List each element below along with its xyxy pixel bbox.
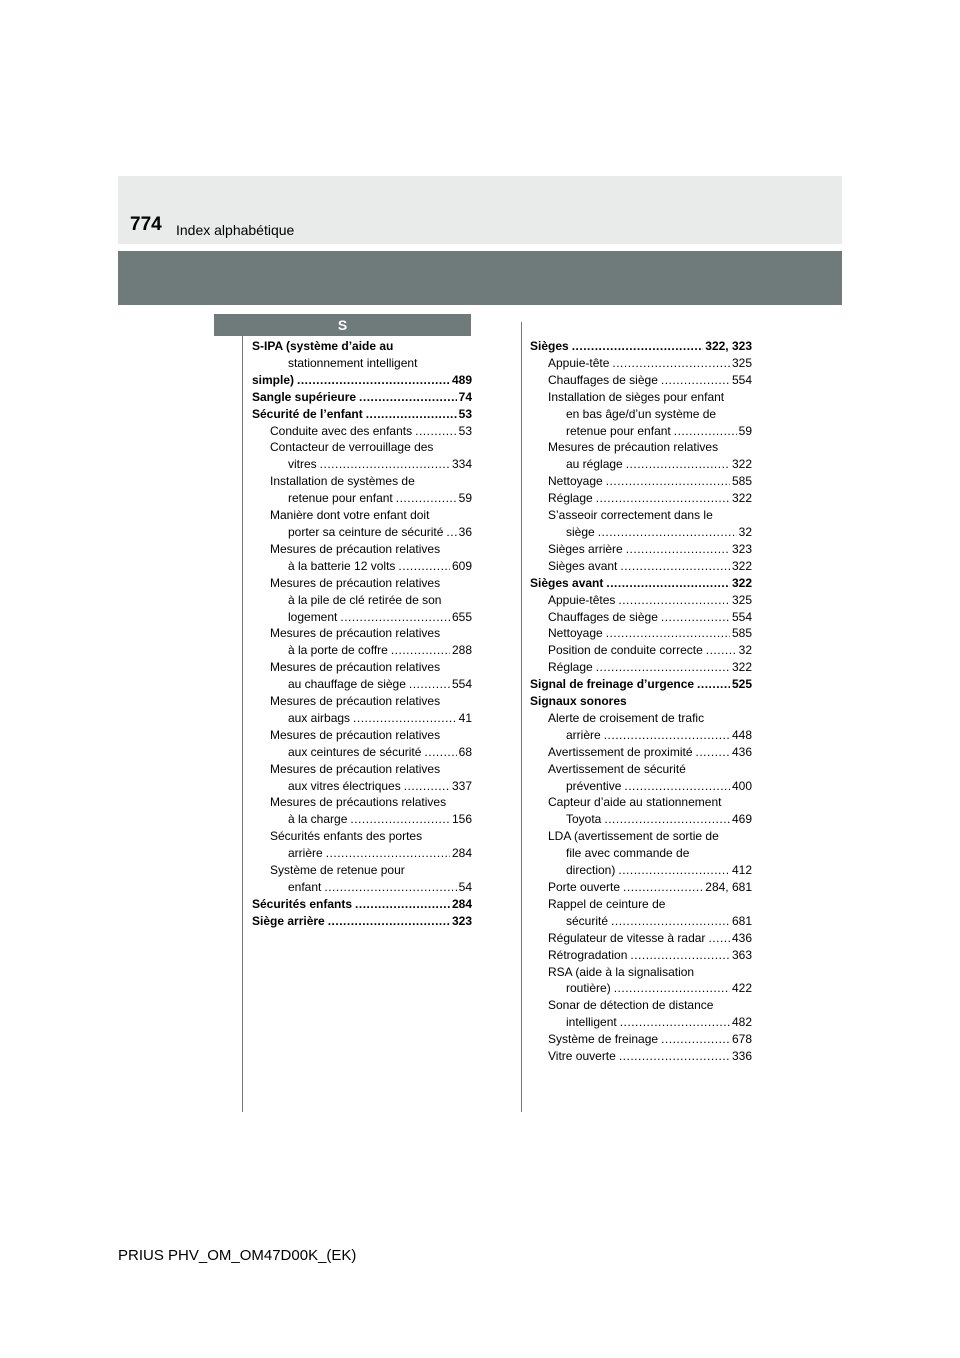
entry-page-number: 284 [451, 846, 472, 861]
entry-term: retenue pour enfant [566, 423, 671, 438]
dot-leader [626, 456, 730, 473]
dot-leader [604, 727, 730, 744]
entry-term: Installation de systèmes de [270, 474, 415, 489]
entry-term: Position de conduite correcte [548, 643, 703, 658]
entry-page-number: 337 [451, 778, 472, 793]
dot-leader [415, 423, 457, 440]
entry-term: Nettoyage [548, 474, 603, 489]
dot-leader [620, 558, 730, 575]
entry-term: Avertissement de sécurité [548, 761, 686, 776]
entry-term: Rappel de ceinture de [548, 896, 666, 911]
entry-page-number: 412 [731, 863, 752, 878]
entry-term: aux ceintures de sécurité [288, 744, 422, 759]
index-column-left [252, 338, 472, 930]
entry-term: vitres [288, 457, 317, 472]
dot-leader [618, 592, 730, 609]
entry-page-number: 53 [458, 406, 472, 421]
index-entry [252, 406, 472, 423]
entry-page-number: 554 [731, 609, 752, 624]
index-entry [252, 541, 472, 558]
dot-leader [297, 372, 450, 389]
entry-page-number: 585 [731, 626, 752, 641]
entry-page-number: 655 [451, 609, 472, 624]
entry-term: Mesures de précaution relatives [270, 626, 441, 641]
index-column-right [530, 338, 752, 1065]
index-entry [252, 896, 472, 913]
index-entry [530, 507, 752, 524]
entry-page-number: 336 [731, 1049, 752, 1064]
entry-term: S-IPA (système d’aide au [252, 339, 394, 353]
index-entry [530, 490, 752, 507]
index-entry [530, 930, 752, 947]
index-entry [530, 811, 752, 828]
dot-leader [396, 490, 457, 507]
entry-term: Sièges avant [530, 575, 604, 590]
document-code: PRIUS PHV_OM_OM47D00K_(EK) [118, 1247, 357, 1264]
entry-term: Sonar de détection de distance [548, 998, 714, 1013]
dot-leader [606, 473, 730, 490]
dot-leader [612, 355, 730, 372]
entry-page-number: 284 [451, 896, 472, 911]
dot-leader [630, 947, 730, 964]
dot-leader [606, 625, 730, 642]
entry-page-number: 322 [731, 660, 752, 675]
entry-term: Vitre ouverte [548, 1049, 616, 1064]
entry-page-number: 32 [738, 643, 752, 658]
entry-term: aux vitres électriques [288, 778, 401, 793]
entry-term: Contacteur de verrouillage des [270, 440, 434, 455]
entry-page-number: 585 [731, 474, 752, 489]
entry-term: Appuie-têtes [548, 592, 616, 607]
entry-page-number: 68 [458, 744, 472, 759]
index-entry [530, 609, 752, 626]
index-entry [530, 794, 752, 811]
entry-term: direction) [566, 863, 616, 878]
index-entry [530, 761, 752, 778]
index-entry [530, 423, 752, 440]
entry-term: Rétrogradation [548, 947, 628, 962]
entry-page-number: 448 [731, 727, 752, 742]
entry-page-number: 525 [731, 677, 752, 692]
section-title: Index alphabétique [176, 222, 295, 238]
index-entry [530, 845, 752, 862]
entry-page-number: 59 [738, 423, 752, 438]
entry-term: enfant [288, 880, 322, 894]
entry-term: au réglage [566, 457, 623, 472]
entry-term: Sangle supérieure [252, 389, 357, 404]
entry-term: siège [566, 524, 595, 539]
index-entry [252, 490, 472, 507]
entry-term: intelligent [566, 1015, 617, 1030]
index-entry [530, 693, 752, 710]
entry-term: file avec commande de [566, 846, 690, 861]
index-entry [252, 456, 472, 473]
index-entry [252, 575, 472, 592]
entry-term: S’asseoir correctement dans le [548, 508, 713, 523]
entry-page-number: 469 [731, 812, 752, 827]
index-entry [252, 625, 472, 642]
index-entry [530, 541, 752, 558]
entry-term: Sièges avant [548, 558, 618, 573]
entry-page-number: 32 [738, 524, 752, 539]
index-entry [252, 913, 472, 930]
entry-page-number: 325 [731, 355, 752, 370]
entry-page-number: 36 [458, 524, 472, 539]
entry-page-number: 322 [731, 558, 752, 573]
dot-leader [340, 609, 450, 626]
entry-term: aux airbags [288, 710, 351, 725]
index-entry [252, 879, 472, 896]
entry-term: LDA (avertissement de sortie de [548, 829, 719, 844]
entry-term: Porte ouverte [548, 880, 621, 894]
entry-page-number: 482 [731, 1015, 752, 1030]
index-entry [252, 710, 472, 727]
index-entry [252, 524, 472, 541]
index-entry [252, 811, 472, 828]
page-number: 774 [130, 214, 162, 235]
entry-page-number: 59 [458, 491, 472, 506]
entry-term: à la batterie 12 volts [288, 558, 396, 573]
index-entry [530, 355, 752, 372]
index-entry [530, 964, 752, 981]
index-entry [530, 642, 752, 659]
entry-page-number: 363 [731, 947, 752, 962]
entry-term: arrière [566, 727, 601, 742]
dot-leader [697, 676, 730, 693]
dot-leader [620, 1014, 730, 1031]
entry-term: à la charge [288, 812, 348, 827]
entry-page-number: 400 [731, 778, 752, 793]
dot-leader [391, 642, 450, 659]
index-entry [530, 1031, 752, 1048]
index-entry [530, 862, 752, 879]
index-entry [530, 778, 752, 795]
entry-term: routière) [566, 981, 611, 996]
index-entry [252, 676, 472, 693]
entry-term: Siège arrière [252, 913, 325, 928]
entry-term: Mesures de précaution relatives [270, 761, 441, 776]
index-entry [530, 456, 752, 473]
dot-leader [696, 744, 730, 761]
entry-page-number: 323 [731, 541, 752, 556]
entry-term: simple) [252, 372, 295, 387]
index-entry [530, 828, 752, 845]
dot-leader [626, 541, 730, 558]
dot-leader [661, 372, 730, 389]
index-entry [530, 913, 752, 930]
index-entry [252, 507, 472, 524]
dot-leader [624, 778, 730, 795]
entry-term: Nettoyage [548, 626, 603, 641]
index-entry [252, 659, 472, 676]
entry-term: Installation de sièges pour enfant [548, 389, 725, 404]
index-entry [530, 997, 752, 1014]
index-entry [530, 592, 752, 609]
index-entry [252, 592, 472, 609]
index-entry [530, 558, 752, 575]
index-entry [252, 761, 472, 778]
entry-page-number: 436 [731, 744, 752, 759]
entry-page-number: 609 [451, 558, 472, 573]
entry-term: logement [288, 609, 338, 624]
index-entry [252, 389, 472, 406]
entry-term: Sécurités enfants [252, 896, 353, 911]
left-column-rule [242, 336, 243, 1112]
dot-leader [353, 710, 457, 727]
entry-page-number: 156 [451, 812, 472, 827]
entry-term: Système de retenue pour [270, 863, 405, 878]
dot-leader [708, 930, 730, 947]
entry-page-number: 436 [731, 930, 752, 945]
dot-leader [606, 575, 730, 592]
middle-column-rule [521, 322, 522, 1112]
index-entry [530, 575, 752, 592]
entry-term: Chauffages de siège [548, 372, 658, 387]
entry-term: préventive [566, 778, 622, 793]
dot-leader [404, 778, 450, 795]
entry-term: Signaux sonores [530, 694, 627, 709]
entry-term: Système de freinage [548, 1032, 659, 1047]
entry-term: Régulateur de vitesse à radar [548, 930, 706, 945]
entry-term: Sécurités enfants des portes [270, 829, 423, 844]
dot-leader [326, 845, 450, 862]
entry-page-number: 322 [731, 575, 752, 590]
dot-leader [661, 1031, 730, 1048]
entry-term: Manière dont votre enfant doit [270, 508, 430, 523]
entry-term: Mesures de précaution relatives [270, 541, 441, 556]
index-entry [252, 794, 472, 811]
index-entry [252, 744, 472, 761]
entry-term: Conduite avec des enfants [270, 423, 413, 438]
entry-term: Signal de freinage d’urgence [530, 677, 695, 692]
dot-leader [398, 558, 450, 575]
index-entry [530, 744, 752, 761]
entry-page-number: 334 [451, 457, 472, 472]
entry-term: Mesures de précaution relatives [270, 660, 441, 675]
index-entry [530, 1048, 752, 1065]
index-entry [530, 879, 752, 896]
entry-term: RSA (aide à la signalisation [548, 964, 695, 979]
index-entry [530, 389, 752, 406]
index-entry [530, 710, 752, 727]
dot-leader [359, 389, 457, 406]
dot-leader [674, 423, 737, 440]
entry-page-number: 288 [451, 643, 472, 658]
dot-leader [328, 913, 450, 930]
entry-page-number: 322 [731, 457, 752, 472]
dot-leader [324, 879, 456, 896]
index-entry [252, 355, 472, 372]
entry-term: Mesures de précaution relatives [270, 727, 441, 742]
dot-leader [706, 642, 737, 659]
entry-page-number: 74 [458, 389, 472, 404]
entry-page-number: 489 [451, 372, 472, 387]
entry-page-number: 325 [731, 592, 752, 607]
dot-leader [623, 879, 703, 896]
dot-leader [661, 609, 730, 626]
index-entry [252, 473, 472, 490]
entry-term: Sièges [530, 339, 569, 353]
entry-page-number: 554 [731, 372, 752, 387]
index-entry [530, 1014, 752, 1031]
dot-leader [409, 676, 450, 693]
index-entry [252, 778, 472, 795]
entry-page-number: 322 [731, 491, 752, 506]
index-entry [530, 896, 752, 913]
entry-term: Sièges arrière [548, 541, 623, 556]
index-entry [530, 625, 752, 642]
entry-page-number: 41 [458, 710, 472, 725]
index-entry [530, 676, 752, 693]
entry-page-number: 422 [731, 981, 752, 996]
entry-page-number: 323 [451, 913, 472, 928]
index-letter-heading: S [214, 314, 471, 336]
index-entry [530, 473, 752, 490]
entry-page-number: 322, 323 [705, 339, 752, 353]
entry-term: Mesures de précaution relatives [270, 694, 441, 709]
entry-term: Avertissement de proximité [548, 744, 693, 759]
index-entry [252, 338, 472, 355]
index-entry [530, 659, 752, 676]
entry-term: à la porte de coffre [288, 643, 388, 658]
entry-term: retenue pour enfant [288, 491, 393, 506]
index-entry [252, 642, 472, 659]
index-entry [530, 947, 752, 964]
index-entry [252, 845, 472, 862]
index-entry [530, 439, 752, 456]
entry-term: Appuie-tête [548, 355, 610, 370]
entry-term: sécurité [566, 913, 609, 928]
entry-term: arrière [288, 846, 323, 861]
dot-leader [596, 659, 730, 676]
dot-leader [355, 896, 450, 913]
dot-leader [366, 406, 457, 423]
entry-term: porter sa ceinture de sécurité [288, 524, 444, 539]
entry-page-number: 554 [451, 677, 472, 692]
entry-page-number: 54 [458, 880, 472, 894]
dot-leader [618, 862, 730, 879]
index-entry [530, 524, 752, 541]
index-entry [530, 338, 752, 355]
index-entry [252, 558, 472, 575]
entry-term: Toyota [566, 812, 602, 827]
entry-term: Mesures de précautions relatives [270, 795, 447, 810]
header-dark-band [118, 251, 842, 305]
entry-term: Alerte de croisement de trafic [548, 710, 705, 725]
entry-term: Capteur d’aide au stationnement [548, 795, 722, 810]
entry-term: Chauffages de siège [548, 609, 658, 624]
entry-term: Réglage [548, 491, 593, 506]
entry-term: Sécurité de l’enfant [252, 406, 363, 421]
index-entry [252, 727, 472, 744]
index-entry [252, 372, 472, 389]
dot-leader [320, 456, 450, 473]
entry-term: en bas âge/d’un système de [566, 406, 717, 421]
entry-page-number: 678 [731, 1032, 752, 1047]
entry-term: stationnement intelligent [288, 355, 418, 370]
index-entry [252, 862, 472, 879]
dot-leader [572, 338, 704, 355]
entry-page-number: 53 [458, 423, 472, 438]
dot-leader [611, 913, 730, 930]
dot-leader [604, 811, 730, 828]
index-entry [530, 980, 752, 997]
dot-leader [596, 490, 730, 507]
index-entry [252, 439, 472, 456]
dot-leader [614, 980, 730, 997]
dot-leader [350, 811, 450, 828]
dot-leader [424, 744, 456, 761]
entry-term: Mesures de précaution relatives [270, 575, 441, 590]
dot-leader [598, 524, 737, 541]
entry-term: Réglage [548, 660, 593, 675]
index-entry [530, 727, 752, 744]
dot-leader [446, 524, 456, 541]
entry-term: au chauffage de siège [288, 677, 406, 692]
entry-page-number: 284, 681 [705, 880, 752, 894]
index-entry [530, 372, 752, 389]
index-entry [252, 828, 472, 845]
index-entry [252, 609, 472, 626]
index-entry [252, 423, 472, 440]
dot-leader [619, 1048, 730, 1065]
entry-term: Mesures de précaution relatives [548, 440, 719, 455]
index-entry [252, 693, 472, 710]
entry-page-number: 681 [731, 913, 752, 928]
entry-term: à la pile de clé retirée de son [288, 592, 442, 607]
index-entry [530, 406, 752, 423]
